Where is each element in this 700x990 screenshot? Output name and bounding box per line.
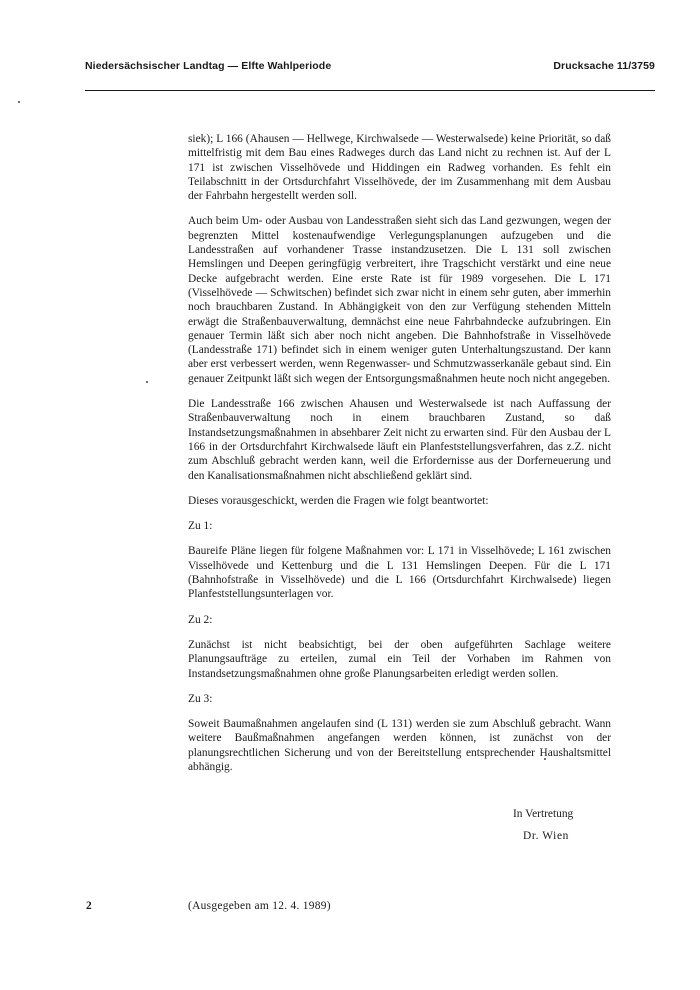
- scan-speck: [18, 101, 20, 103]
- answer-heading-3: Zu 3:: [188, 692, 213, 705]
- answer-heading-1: Zu 1:: [188, 520, 213, 533]
- answer-heading-2: Zu 2:: [188, 613, 213, 626]
- paragraph: Auch beim Um- oder Ausbau von Landesstraßen sieht sich das Land gezwungen, wegen der begrenzten Mittel kostenaufwendige Verlegungsplanungen aufzugeben und die Landesstraßen auf vorhandener Trasse instandzusetzen. Die L 131 soll zwischen Hemslingen und Deepen geringfügig verbreitert, ihre Tragschicht verstärkt und eine neue Decke aufgebracht werden. Eine erste Rate ist für 1989 vorgesehen. Die L 171 (Visselhövede — Schwitschen) befindet sich zwar nicht in einem sehr guten, aber immerhin noch brauchbaren Zustand. In Abhängigkeit von den zur Verfügung stehenden Mitteln erwägt die Straßenbauverwaltung, demnächst eine neue Fahrbahndecke aufzubringen. Ein genauer Termin läßt sich aber noch nicht angeben. Die Bahnhofstraße in Visselhövede (Landesstraße 171) befindet sich in einem weniger guten Unterhaltungszustand. Der kann aber erst verbessert werden, wenn Regenwasser- und Schmutzwasserkanäle gebaut sind. Ein genauer Zeitpunkt läßt sich wegen der Entsorgungsmaßnahmen heute noch nicht angegeben.: [188, 215, 611, 385]
- answer-text-2: Zunächst ist nicht beabsichtigt, bei der oben aufgeführten Sachlage weitere Planungsaufträge zu erteilen, zumal ein Teil der Vorhaben im Rahmen von Instandsetzungsmaßnahmen ohne große Planungsarbeiten erledigt werden sollen.: [188, 638, 611, 680]
- document-body: [188, 132, 611, 785]
- paragraph: Die Landesstraße 166 zwischen Ahausen und Westerwalsede ist nach Auffassung der Straßenbauverwaltung noch in einem brauchbaren Zustand, so daß Instandsetzungsmaßnahmen in absehbarer Zeit nicht zu erwarten sind. Für den Ausbau der L 166 in der Ortsdurchfahrt Kirchwalsede läuft ein Planfeststellungsverfahren, das z.Z. nicht zum Abschluß gebracht werden kann, weil die Erfordernisse aus der Dorferneuerung und den Kanalisationsmaßnahmen nicht abschließend geklärt sind.: [188, 398, 611, 482]
- document-header: [85, 60, 655, 82]
- scan-speck: [146, 381, 148, 383]
- header-rule: [85, 90, 655, 91]
- signature-name: Dr. Wien: [523, 830, 569, 842]
- parliament-title: Niedersächsischer Landtag — Elfte Wahlperiode: [85, 60, 332, 72]
- document-number: Drucksache 11/3759: [553, 60, 655, 72]
- answer-text-3: Soweit Baumaßnahmen angelaufen sind (L 131) werden sie zum Abschluß gebracht. Wann weitere Baußmaßnahmen angefangen werden können, ist zunächst von der planungsrechtlichen Sicherung und von der Bereitstellung entsprechender Haushaltsmittel abhängig.: [188, 718, 611, 773]
- answer-text-1: Baureife Pläne liegen für folgene Maßnahmen vor: L 171 in Visselhövede; L 161 zwischen Visselhövede und Kettenburg und die L 131 Hemslingen Deepen. Für die L 171 (Bahnhofstraße in Visselhövede) und die L 166 (Ortsdurchfahrt Kirchwalsede) liegen Planfeststellungsunterlagen vor.: [188, 545, 611, 601]
- issue-date: (Ausgegeben am 12. 4. 1989): [188, 900, 331, 912]
- signature-title: In Vertretung: [513, 808, 574, 820]
- signature-block: [513, 803, 573, 847]
- page-number: 2: [86, 900, 92, 912]
- paragraph: Dieses vorausgeschickt, werden die Fragen wie folgt beantwortet:: [188, 494, 489, 507]
- paragraph: siek); L 166 (Ahausen — Hellwege, Kirchwalsede — Westerwalsede) keine Priorität, so daß mittelfristig mit dem Bau eines Radweges durch das Land nicht zu rechnen ist. Auf der L 171 ist zwischen Visselhövede und Hiddingen ein Radweg vorhanden. Es fehlt ein Teilabschnitt in der Ortsdurchfahrt Visselhövede, der im Zusammenhang mit dem Ausbau der Fahrbahn hergestellt werden soll.: [188, 133, 611, 203]
